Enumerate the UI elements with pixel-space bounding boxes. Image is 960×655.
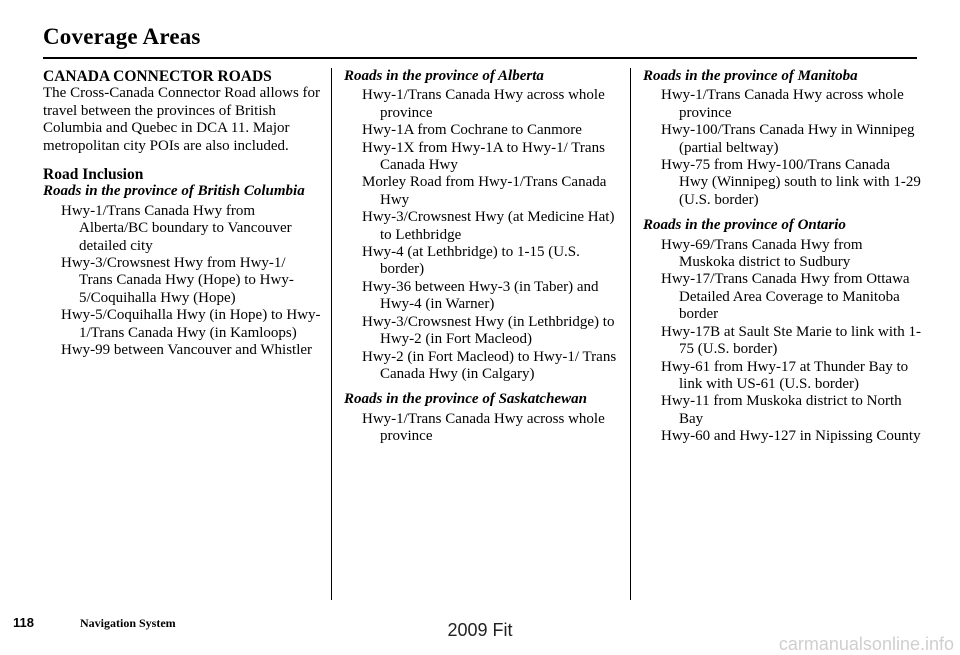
road-item: Hwy-11 from Muskoka district to North Bay: [661, 393, 902, 427]
road-item: Hwy-61 from Hwy-17 at Thunder Bay to link with US-61 (U.S. border): [661, 358, 909, 392]
road-list-saskatchewan: [344, 411, 622, 446]
road-item: Hwy-2 (in Fort Macleod) to Hwy-1/ Trans Canada Hwy (in Calgary): [362, 348, 617, 382]
column-divider: [331, 68, 332, 600]
road-item: Hwy-99 between Vancouver and Whistler: [61, 342, 313, 359]
road-item: Hwy-75 from Hwy-100/Trans Canada Hwy (Winnipeg) south to link with 1-29 (U.S. border): [661, 157, 921, 208]
road-item: Hwy-1/Trans Canada Hwy across whole province: [362, 410, 605, 445]
page-number: 118: [13, 615, 34, 630]
province-heading-ontario: Roads in the province of Ontario: [643, 217, 846, 234]
road-item: Hwy-17B at Sault Ste Marie to link with 1-75 (U.S. border): [661, 323, 921, 358]
road-item: Hwy-5/Coquihalla Hwy (in Hope) to Hwy-1/Trans Canada Hwy (in Kamloops): [61, 307, 321, 341]
page-title: Coverage Areas: [43, 24, 201, 49]
road-item: Hwy-1A from Cochrane to Canmore: [362, 122, 582, 139]
road-item: Hwy-3/Crowsnest Hwy from Hwy-1/ Trans Canada Hwy (Hope) to Hwy-5/Coquihalla Hwy (Hope): [61, 255, 294, 306]
road-list-alberta: [344, 87, 622, 383]
road-item: Hwy-1X from Hwy-1A to Hwy-1/ Trans Canada Hwy: [362, 139, 605, 174]
province-heading-alberta: Roads in the province of Alberta: [344, 68, 544, 84]
column-divider: [630, 68, 631, 600]
column-2: [344, 68, 622, 446]
footer-model-label: 2009 Fit: [447, 620, 513, 640]
road-inclusion-heading: Road Inclusion: [43, 166, 144, 184]
road-list-manitoba: [643, 87, 921, 209]
column-3: [643, 68, 921, 446]
footer-section-label: Navigation System: [80, 616, 176, 630]
title-rule: [43, 57, 917, 59]
road-list-ontario: [643, 237, 921, 446]
road-item: Hwy-3/Crowsnest Hwy (at Medicine Hat) to Lethbridge: [362, 209, 615, 243]
road-item: Hwy-69/Trans Canada Hwy from Muskoka district to Sudbury: [661, 236, 863, 271]
section-heading-canada-connector: CANADA CONNECTOR ROADS: [43, 68, 272, 85]
watermark: carmanualsonline.info: [778, 634, 954, 654]
province-heading-saskatchewan: Roads in the province of Saskatchewan: [344, 391, 587, 408]
road-item: Hwy-1/Trans Canada Hwy from Alberta/BC boundary to Vancouver detailed city: [61, 202, 292, 254]
province-heading-bc: Roads in the province of British Columbia: [43, 183, 305, 200]
intro-paragraph: The Cross-Canada Connector Road allows for travel between the provinces of British Columbia and Quebec in DCA 11. Major metropolitan city POIs are also included.: [43, 85, 321, 154]
road-item: Hwy-4 (at Lethbridge) to 1-15 (U.S. border): [362, 244, 580, 278]
road-item: Hwy-36 between Hwy-3 (in Taber) and Hwy-4 (in Warner): [362, 278, 599, 313]
road-item: Hwy-60 and Hwy-127 in Nipissing County: [661, 428, 921, 445]
road-list-bc: [43, 203, 321, 360]
column-1: [43, 68, 321, 360]
road-item: Hwy-17/Trans Canada Hwy from Ottawa Detailed Area Coverage to Manitoba border: [661, 271, 910, 323]
province-heading-manitoba: Roads in the province of Manitoba: [643, 68, 858, 84]
road-item: Hwy-3/Crowsnest Hwy (in Lethbridge) to Hwy-2 (in Fort Macleod): [362, 313, 615, 348]
road-item: Hwy-100/Trans Canada Hwy in Winnipeg (partial beltway): [661, 122, 915, 156]
road-item: Morley Road from Hwy-1/Trans Canada Hwy: [362, 174, 607, 208]
road-item: Hwy-1/Trans Canada Hwy across whole province: [362, 87, 605, 121]
road-item: Hwy-1/Trans Canada Hwy across whole province: [661, 87, 904, 121]
